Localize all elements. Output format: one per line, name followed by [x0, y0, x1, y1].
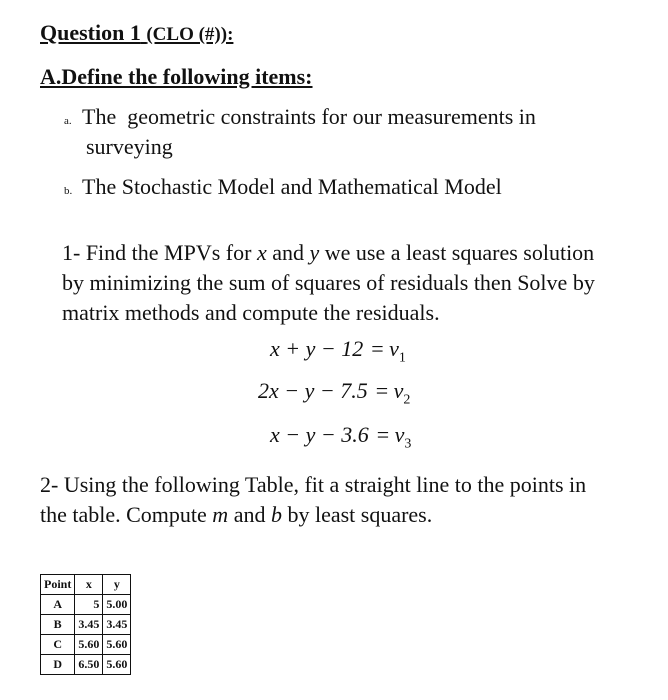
table-cell: 5.60: [103, 635, 131, 655]
eq3-v: v: [394, 422, 405, 447]
header-y: y: [103, 575, 131, 595]
clo-label: (CLO (#)):: [146, 24, 234, 45]
eq1-lhs: x + y − 12: [270, 336, 364, 361]
eq2-sub: 2: [403, 392, 411, 408]
header-point: Point: [41, 575, 75, 595]
var-m: m: [212, 502, 229, 527]
table-cell: 5.00: [103, 595, 131, 615]
table-cell: B: [41, 615, 75, 635]
equation-1: [270, 336, 406, 366]
var-y: y: [309, 240, 320, 265]
table-row: [41, 635, 131, 655]
item-a-marker: a.: [64, 115, 72, 127]
eq1-equals: =: [371, 336, 384, 361]
table-cell: 6.50: [75, 655, 103, 675]
p2-text-b: and: [228, 502, 271, 527]
table-cell: 5: [75, 595, 103, 615]
eq2-lhs: 2x − y − 7.5: [258, 378, 368, 403]
section-a-heading: A.Define the following items:: [40, 64, 313, 89]
eq2-equals: =: [375, 378, 389, 403]
eq3-equals: =: [376, 422, 390, 447]
p2-text-a: the table. Compute: [40, 502, 213, 527]
item-a: [64, 104, 536, 130]
question-title-text: Question 1: [40, 20, 141, 45]
p2-text-c: by least squares.: [281, 502, 433, 527]
p1-text-c: we use a least squares solution: [319, 240, 595, 265]
equation-2: [258, 378, 410, 408]
problem-2-line1: 2- Using the following Table, fit a straight line to the points in: [40, 472, 587, 497]
table-cell: 5.60: [75, 635, 103, 655]
table-cell: 3.45: [103, 615, 131, 635]
table-cell: D: [41, 655, 75, 675]
item-b-marker: b.: [64, 185, 73, 197]
eq1-sub: 1: [398, 350, 406, 366]
eq3-sub: 3: [404, 436, 412, 452]
item-a-line1: The geometric constraints for our measurements in: [82, 104, 536, 129]
problem-2: [40, 470, 586, 530]
table-row: [41, 615, 131, 635]
table-cell: 5.60: [103, 655, 131, 675]
header-x: x: [75, 575, 103, 595]
table-cell: 3.45: [75, 615, 103, 635]
table-row: [41, 655, 131, 675]
p1-text-a: 1- Find the MPVs for: [62, 240, 257, 265]
problem-1-line1: [62, 238, 595, 268]
var-x: x: [256, 240, 267, 265]
eq2-v: v: [393, 378, 404, 403]
table-cell: A: [41, 595, 75, 615]
item-b-line1: The Stochastic Model and Mathematical Model: [82, 174, 502, 199]
p1-text-b: and: [266, 240, 310, 265]
item-b: [64, 174, 502, 200]
var-b: b: [270, 502, 282, 527]
table-header-row: [41, 575, 131, 595]
table-cell: C: [41, 635, 75, 655]
problem-2-line2: [40, 500, 586, 530]
eq1-v: v: [389, 336, 399, 361]
item-a-line2: surveying: [86, 134, 173, 159]
eq3-lhs: x − y − 3.6: [270, 422, 369, 447]
points-table: [40, 574, 131, 675]
problem-1-line3: matrix methods and compute the residuals.: [62, 300, 440, 325]
problem-1-line2: by minimizing the sum of squares of residuals then Solve by: [62, 270, 595, 295]
question-title: [40, 20, 233, 46]
equation-3: [270, 422, 411, 452]
problem-1: [62, 238, 595, 328]
table-row: [41, 595, 131, 615]
